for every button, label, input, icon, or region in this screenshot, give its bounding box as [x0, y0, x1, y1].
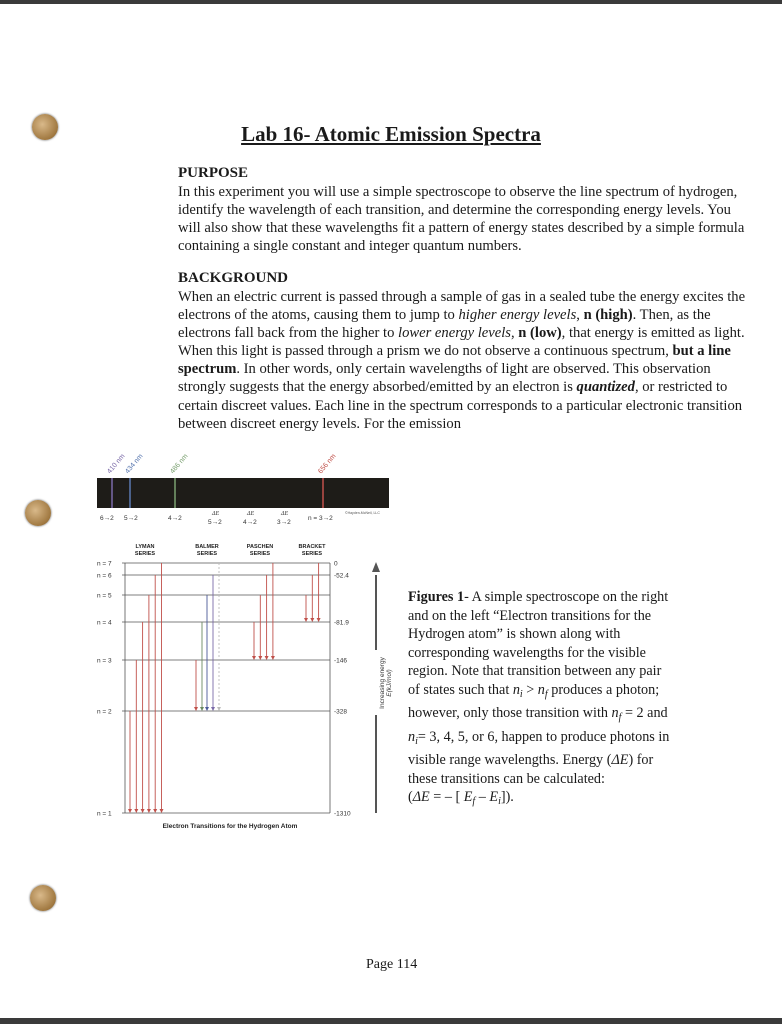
text-segment: visible range wavelengths. Energy ( — [408, 752, 612, 768]
text-line — [408, 588, 669, 607]
bracket-transition-arrow-head — [304, 618, 308, 622]
text-line — [408, 770, 669, 789]
series-label: LYMAN — [135, 544, 155, 550]
figure-caption — [408, 588, 669, 812]
text-segment: , or restricted to — [634, 379, 728, 396]
text-segment: E — [489, 789, 499, 805]
text-segment: containing a single constant and integer quantum numbers. — [178, 238, 522, 255]
balmer-transition-arrow-head — [194, 707, 198, 711]
text-line — [178, 219, 745, 237]
lyman-transition-arrow-head — [153, 809, 157, 813]
text-segment: electrons fall back from the higher to — [178, 325, 399, 342]
text-segment: = 3, 4, 5, or 6, happen to produce photons in — [417, 728, 670, 745]
text-segment: f — [472, 796, 476, 807]
text-line — [408, 644, 669, 663]
text-segment: E — [463, 789, 473, 805]
energy-value: -81.9 — [334, 619, 349, 627]
energy-value: -1310 — [334, 810, 351, 818]
text-line — [408, 788, 669, 812]
series-label: BALMER — [195, 544, 219, 550]
diagram-title: Electron Transitions for the Hydrogen Atom — [162, 823, 298, 830]
series-label: BRACKET — [298, 544, 326, 550]
wavelength-label: 434 nm — [124, 452, 145, 476]
text-segment: and on the left “Electron transitions for the — [408, 607, 652, 624]
energy-level-label: n = 3 — [97, 657, 112, 665]
text-segment: electrons of the atoms, causing them to jump to — [178, 307, 459, 324]
text-line — [178, 378, 728, 396]
text-line — [178, 324, 745, 342]
purpose-text — [178, 183, 745, 255]
text-segment: = – [ — [429, 789, 464, 805]
spectrum-band — [97, 478, 389, 508]
text-segment: In this experiment you will use a simple spectroscope to observe the line spectrum of hydrogen, — [178, 184, 738, 200]
text-line — [178, 237, 698, 255]
paschen-transition-arrow-head — [258, 656, 262, 660]
series-label: SERIES — [134, 551, 156, 557]
page-number: Page 114 — [366, 957, 418, 972]
text-line — [178, 397, 743, 415]
text-segment: n — [512, 681, 520, 698]
text-segment: ]). — [500, 789, 514, 805]
text-line — [408, 662, 669, 681]
text-line — [408, 625, 669, 644]
text-segment: n — [537, 681, 545, 698]
series-label: PASCHEN — [246, 544, 274, 550]
balmer-transition-arrow-head — [200, 707, 204, 711]
text-segment: these transitions can be calculated: — [408, 770, 605, 787]
text-segment: higher energy levels — [458, 307, 577, 324]
energy-value: -146 — [334, 657, 348, 665]
text-segment: , — [510, 325, 519, 342]
text-segment: ) for — [628, 752, 654, 768]
energy-level-label: n = 7 — [97, 560, 112, 568]
text-segment: of states such that — [408, 681, 513, 698]
energy-level-label: n = 5 — [97, 592, 112, 600]
text-segment: produces a photon; — [547, 681, 660, 698]
paschen-transition-arrow-head — [252, 656, 256, 660]
text-segment: = 2 and — [621, 705, 668, 721]
text-segment: , that energy is emitted as light. — [561, 325, 745, 342]
bracket-transition-arrow-head — [317, 618, 321, 622]
text-line — [178, 415, 698, 433]
wavelength-label: 410 nm — [106, 452, 127, 476]
text-segment: n (high) — [583, 307, 633, 324]
delta-e-label: ΔE — [212, 511, 220, 517]
text-segment: quantized — [576, 379, 635, 396]
text-segment: Figures 1 — [408, 589, 465, 605]
text-line — [408, 681, 669, 705]
balmer-transition-arrow-head — [217, 707, 221, 711]
text-line — [408, 607, 669, 626]
text-segment: ΔE — [412, 789, 430, 805]
text-segment: but a line — [672, 343, 731, 360]
energy-axis-unit: E(kJ/mol) — [386, 669, 393, 697]
background-text — [178, 288, 746, 433]
transition-label: 6→2 — [100, 515, 114, 522]
energy-value: -328 — [334, 708, 348, 716]
energy-axis-arrow-icon — [372, 562, 380, 572]
binder-hole — [30, 885, 56, 911]
energy-level-label: n = 4 — [97, 619, 112, 627]
bracket-transition-arrow-head — [310, 618, 314, 622]
transition-label: 4→2 — [168, 515, 182, 522]
hydrogen-transitions-figure — [0, 440, 400, 840]
background-heading: BACKGROUND — [178, 270, 289, 286]
text-line — [178, 288, 746, 306]
series-label: SERIES — [301, 551, 323, 557]
text-segment: however, only those transition with — [408, 705, 612, 721]
text-segment: – — [475, 789, 490, 805]
text-segment: . Then, as the — [632, 307, 711, 324]
scan-top-border — [0, 0, 782, 4]
delta-e-transition: 5→2 — [208, 519, 222, 526]
text-segment: i — [498, 796, 501, 807]
purpose-heading: PURPOSE — [178, 165, 249, 181]
delta-e-transition: 4→2 — [243, 519, 257, 526]
text-segment: n — [611, 705, 619, 721]
paschen-transition-arrow-head — [271, 656, 275, 660]
text-segment: i — [415, 735, 418, 747]
text-segment: , — [576, 307, 584, 324]
delta-e-transition: 3→2 — [277, 519, 291, 526]
text-segment: - A simple spectroscope on the right — [464, 589, 669, 605]
balmer-transition-arrow-head — [205, 707, 209, 711]
lyman-transition-arrow-head — [128, 809, 132, 813]
lyman-transition-arrow-head — [147, 809, 151, 813]
text-segment: will also show that these wavelengths fit a pattern of energy states described by a simple formula — [178, 220, 745, 237]
energy-value: -52.4 — [334, 572, 349, 580]
text-segment: When this light is passed through a prism we do not observe a continuous spectrum, — [178, 343, 673, 360]
transition-label: n = 3→2 — [308, 515, 333, 522]
text-segment: > — [522, 681, 538, 698]
text-segment: n (low) — [518, 325, 562, 342]
text-segment: Hydrogen atom” is shown along with — [408, 626, 621, 642]
energy-level-label: n = 6 — [97, 572, 112, 580]
paschen-transition-arrow-head — [265, 656, 269, 660]
copyright-text: ©Hayden-McNeil, LLC — [345, 511, 380, 515]
text-line — [178, 342, 731, 360]
text-segment: region. Note that transition between any pair — [408, 663, 662, 679]
text-segment: identify the wavelength of each transition, and determine the corresponding energy levels. You — [178, 202, 731, 219]
text-segment: n — [408, 728, 416, 745]
text-segment: spectrum — [178, 361, 237, 378]
text-segment: certain discreet values. Each line in the spectrum corresponds to a particular electronic transition — [178, 397, 743, 414]
text-segment: between discreet energy levels. For the emission — [178, 415, 462, 432]
text-segment: . In other words, only certain wavelengths of light are observed. This observation — [236, 361, 711, 378]
wavelength-label: 486 nm — [169, 452, 190, 476]
series-label: SERIES — [196, 551, 218, 557]
text-line — [178, 360, 711, 378]
transition-label: 5→2 — [124, 515, 138, 522]
energy-value: 0 — [334, 560, 338, 568]
balmer-transition-arrow-head — [211, 707, 215, 711]
text-segment: corresponding wavelengths for the visible — [408, 644, 646, 661]
page-title: Lab 16- Atomic Emission Spectra — [241, 122, 541, 146]
text-line — [178, 201, 731, 219]
text-segment: i — [519, 688, 523, 700]
text-line — [408, 751, 669, 770]
energy-level-label: n = 1 — [97, 810, 112, 818]
text-segment: When an electric current is passed through a sample of gas in a sealed tube the energy excites the — [178, 289, 746, 305]
lyman-transition-arrow-head — [134, 809, 138, 813]
text-line — [178, 306, 711, 324]
energy-level-label: n = 2 — [97, 708, 112, 716]
text-line — [408, 704, 669, 728]
text-segment: ( — [408, 789, 413, 805]
delta-e-label: ΔE — [281, 511, 289, 517]
wavelength-label: 656 nm — [317, 452, 338, 476]
text-segment: ΔE — [611, 752, 629, 768]
series-label: SERIES — [249, 551, 271, 557]
lyman-transition-arrow-head — [141, 809, 145, 813]
lyman-transition-arrow-head — [160, 809, 164, 813]
text-line — [178, 183, 738, 201]
text-line — [408, 728, 669, 752]
energy-axis-label: Increasing energy — [379, 657, 386, 709]
text-segment: f — [544, 688, 548, 700]
text-segment: lower energy levels — [398, 325, 511, 342]
delta-e-label: ΔE — [247, 511, 255, 517]
text-segment: strongly suggests that the energy absorbed/emitted by an electron is — [178, 379, 577, 396]
text-segment: f — [618, 712, 622, 723]
scan-bottom-border — [0, 1018, 782, 1024]
